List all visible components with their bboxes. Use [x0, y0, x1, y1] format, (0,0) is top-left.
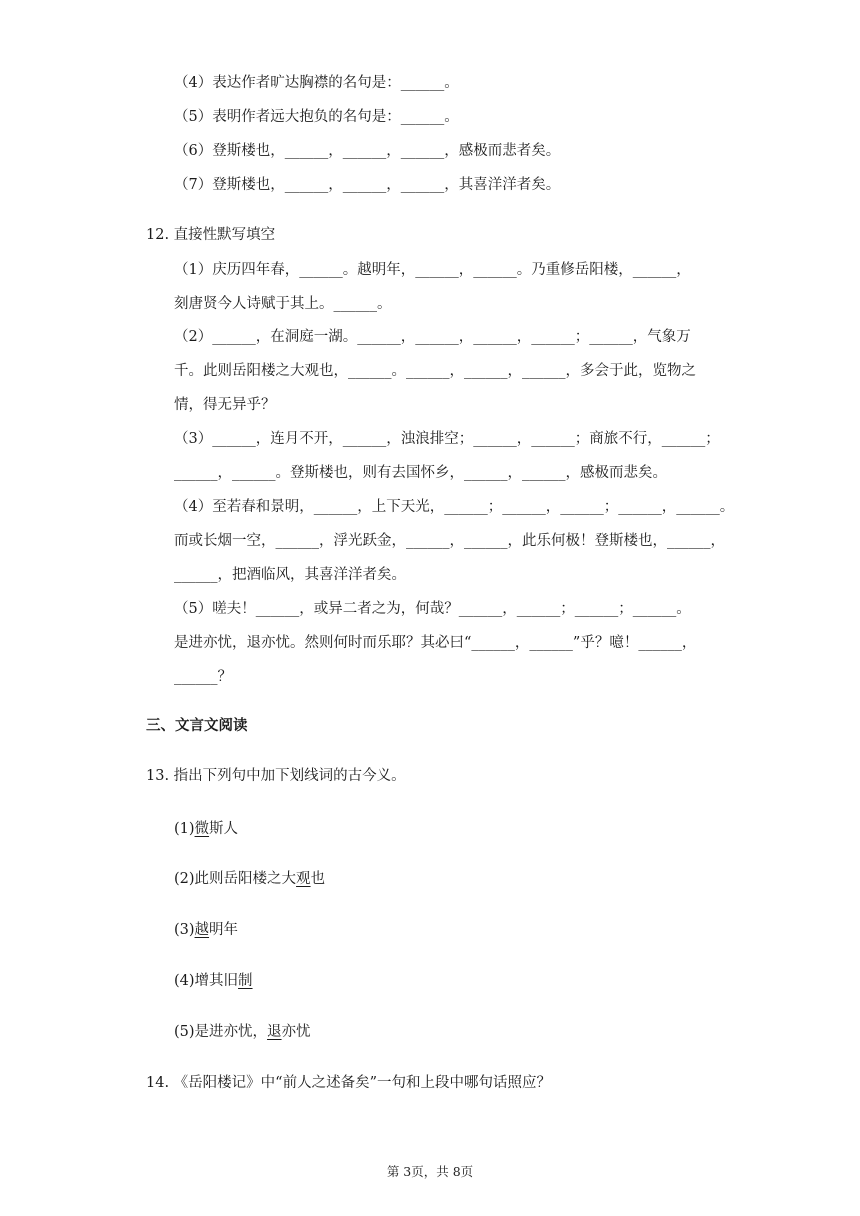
q12-line: （4）至若春和景明，______，上下天光，______；______，______；______，______。: [174, 499, 735, 515]
q13-item-4: (4)增其旧制: [174, 973, 253, 989]
q12-line: 刻唐贤今人诗赋于其上。______。: [174, 296, 392, 312]
q13-item-2: (2)此则岳阳楼之大观也: [174, 871, 326, 887]
q13-item-1: (1)微斯人: [174, 821, 239, 837]
q13-item-3: (3)越明年: [174, 922, 239, 938]
underlined-word: 制: [238, 973, 253, 989]
q11-item-5: （5）表明作者远大抱负的名句是：______。: [174, 109, 459, 125]
q14-title: 14. 《岳阳楼记》中“前人之述备矣”一句和上段中哪句话照应？: [146, 1075, 551, 1091]
page-footer: 第 3页，共 8页: [386, 1164, 474, 1179]
q12-line: ______，______。登斯楼也，则有去国怀乡，______，______，感极而悲矣。: [174, 465, 667, 481]
underlined-word: 越: [194, 922, 210, 938]
underlined-word: 微: [194, 821, 210, 837]
q11-item-6: （6）登斯楼也，______，______，______，感极而悲者矣。: [174, 143, 561, 159]
underlined-word: 观: [296, 871, 311, 887]
q12-line: 而或长烟一空，______，浮光跃金，______，______，此乐何极！登斯楼也，______，: [174, 533, 725, 549]
q12-line: （3）______，连月不开，______，浊浪排空；______，______；商旅不行，______；: [174, 431, 720, 447]
q11-item-4: （4）表达作者旷达胸襟的名句是：______。: [174, 75, 459, 91]
q13-title: 13. 指出下列句中加下划线词的古今义。: [146, 768, 406, 784]
q12-line: 是进亦忧，退亦忧。然则何时而乐耶？其必曰“______，______”乎？噫！______，: [174, 635, 697, 651]
q13-item-5: (5)是进亦忧，退亦忧: [174, 1024, 311, 1040]
q12-line: （1）庆历四年春，______。越明年，______，______。乃重修岳阳楼，______，: [174, 262, 691, 278]
q12-line: 千。此则岳阳楼之大观也，______。______，______，______，多会于此，览物之: [174, 363, 696, 379]
q12-line: 情，得无异乎？: [174, 397, 276, 413]
q12-line: ______，把酒临风，其喜洋洋者矣。: [174, 567, 406, 583]
q12-line: ______？: [174, 669, 232, 685]
q12-line: （2）______，在洞庭一湖。______，______，______，______；______，气象万: [174, 329, 691, 345]
q12-title: 12. 直接性默写填空: [146, 227, 276, 243]
q12-line: （5）嗟夫！______，或异二者之为，何哉？______，______；______；______。: [174, 601, 691, 617]
section-heading: 三、文言文阅读: [146, 718, 248, 734]
q11-item-7: （7）登斯楼也，______，______，______，其喜洋洋者矣。: [174, 177, 561, 193]
underlined-word: 退: [267, 1024, 282, 1040]
